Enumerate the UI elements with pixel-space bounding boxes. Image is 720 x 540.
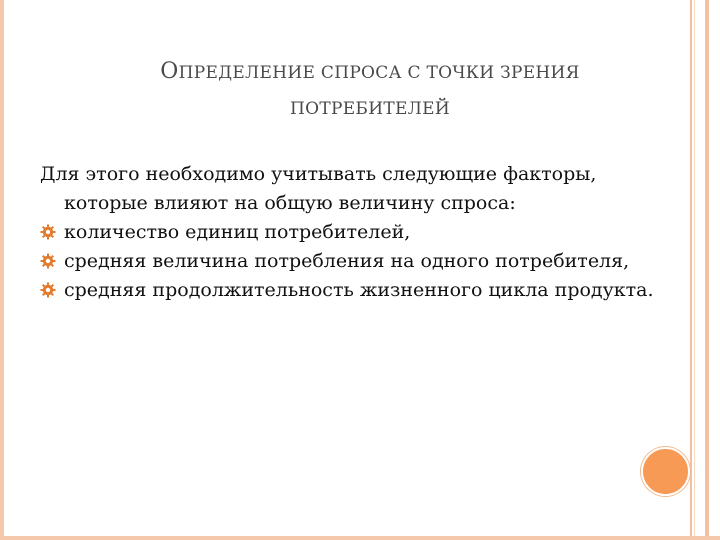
title-line-1-text: ПРЕДЕЛЕНИЕ СПРОСА С ТОЧКИ ЗРЕНИЯ [178,63,580,83]
list-item [40,218,672,247]
gear-icon [40,224,56,240]
list-item [40,247,672,276]
right-border-outer [705,0,709,540]
right-border-stripe [694,0,695,540]
bullet-text: количество единиц потребителей, [64,221,411,243]
bottom-border [0,536,720,540]
decorative-circle [641,447,690,496]
slide-body [40,160,672,305]
title-line-2: ПОТРЕБИТЕЛЕЙ [289,99,451,119]
intro-text: Для этого необходимо учитывать следующие факторы, которые влияют на общую величину спроса: [40,163,597,214]
bullet-text: средняя величина потребления на одного потребителя, [64,250,630,272]
title-initial: О [160,59,179,84]
slide-title [80,54,660,127]
list-item [40,276,672,305]
left-border [0,0,4,540]
bullet-text: средняя продолжительность жизненного цикла продукта. [64,279,654,301]
title-line-1 [80,54,660,91]
right-border-inner [690,0,692,540]
gear-icon [40,253,56,269]
gear-icon [40,282,56,298]
